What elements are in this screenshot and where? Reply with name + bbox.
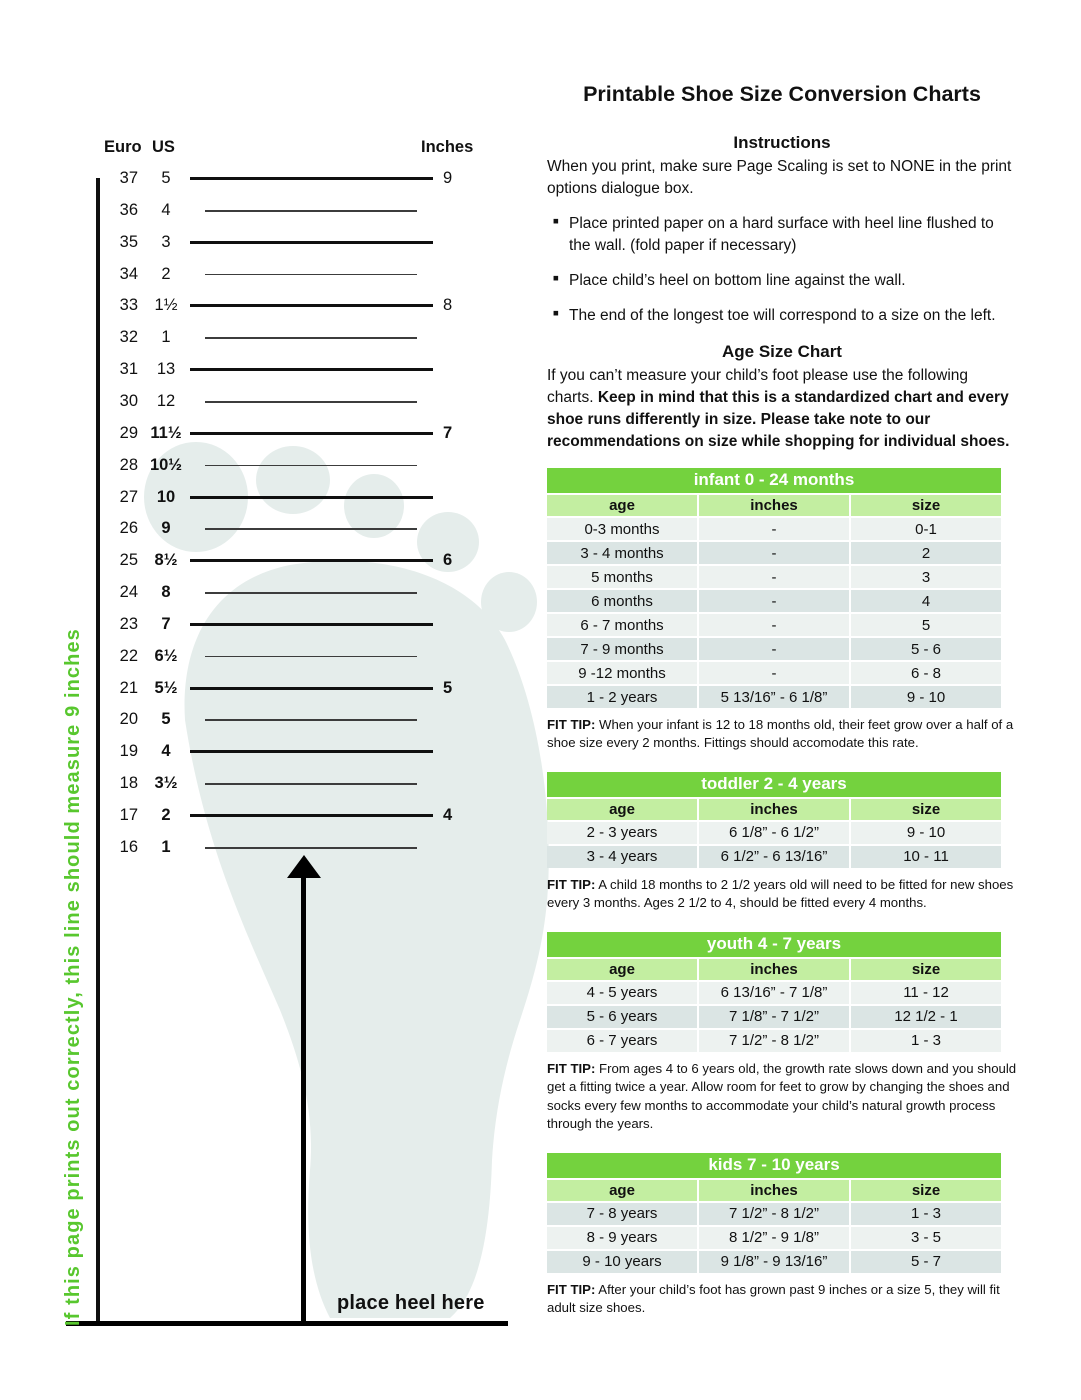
table-row: [547, 662, 1001, 684]
ruler-tick-line: [205, 401, 417, 403]
table-cell: 6 months: [547, 590, 697, 612]
ruler-row: [0, 516, 490, 540]
ruler-inches-header: Inches: [421, 138, 474, 156]
table-row: [547, 1006, 1001, 1028]
us-size-label: 5: [161, 710, 171, 729]
size-table-title: kids 7 - 10 years: [547, 1153, 1001, 1178]
table-row: [547, 614, 1001, 636]
size-table-title: youth 4 - 7 years: [547, 932, 1001, 957]
us-size-label: 7: [161, 614, 171, 633]
table-cell: 6 1/2” - 6 13/16”: [699, 846, 849, 868]
us-size-label: 2: [161, 264, 171, 283]
us-size-label: 12: [156, 391, 176, 410]
table-cell: 3 - 4 years: [547, 846, 697, 868]
euro-size-label: 21: [119, 678, 138, 697]
table-cell: 2: [851, 542, 1001, 564]
us-size-label: 8: [161, 583, 171, 602]
ruler-tick-line: [190, 750, 433, 753]
measure-note: If this page prints out correctly, this line should measure 9 inches: [62, 628, 84, 1326]
fit-tip: FIT TIP: A child 18 months to 2 1/2 years old will need to be fitted for new shoes every 3 months. Ages 2 1/2 to 4, should be fitted every 4 months.: [547, 876, 1014, 911]
table-cell: 6 - 8: [851, 662, 1001, 684]
table-cell: 9 - 10: [851, 686, 1001, 708]
table-cell: 6 1/8” - 6 1/2”: [699, 822, 849, 844]
ruler-tick-line: [205, 656, 417, 658]
us-size-label: 10: [156, 487, 176, 506]
size-table-title: toddler 2 - 4 years: [547, 772, 1001, 797]
bullet-square-icon: ■: [553, 273, 559, 284]
ruler-tick-line: [205, 783, 417, 785]
place-heel-label: place heel here: [337, 1292, 485, 1314]
size-table-column-header: inches: [699, 495, 849, 516]
size-table-column-header: size: [851, 799, 1001, 820]
fit-tip: FIT TIP: After your child’s foot has grown past 9 inches or a size 5, they will fit adult size shoes.: [547, 1281, 1000, 1316]
fit-tip-label: FIT TIP:: [547, 1060, 596, 1076]
euro-size-label: 20: [119, 710, 138, 729]
ruler-row: [0, 166, 490, 190]
ruler-row: [0, 293, 490, 317]
table-cell: 9 - 10: [851, 822, 1001, 844]
table-cell: 1 - 2 years: [547, 686, 697, 708]
ruler-tick-line: [190, 559, 433, 562]
fit-tip-label: FIT TIP:: [547, 876, 596, 892]
size-table-column-header: inches: [699, 959, 849, 980]
table-row: [547, 638, 1001, 660]
ruler-row: [0, 485, 490, 509]
us-size-label: 9: [161, 519, 171, 538]
ruler-row: [0, 389, 490, 413]
table-cell: 9 1/8” - 9 13/16”: [699, 1251, 849, 1273]
us-size-label: 4: [161, 200, 171, 219]
table-cell: 6 - 7 months: [547, 614, 697, 636]
table-cell: -: [699, 590, 849, 612]
table-cell: -: [699, 614, 849, 636]
ruler-row: [0, 262, 490, 286]
ruler-row: [0, 357, 490, 381]
table-row: [547, 982, 1001, 1004]
table-cell: 4 - 5 years: [547, 982, 697, 1004]
us-size-label: 3: [161, 232, 171, 251]
ruler-row: [0, 548, 490, 572]
ruler-tick-line: [205, 592, 417, 594]
euro-size-label: 30: [119, 391, 138, 410]
euro-size-label: 28: [119, 455, 138, 474]
table-cell: 5 - 6 years: [547, 1006, 697, 1028]
table-cell: 7 - 8 years: [547, 1203, 697, 1225]
table-row: [547, 566, 1001, 588]
ruler-tick-line: [205, 528, 417, 530]
up-arrow-line: [301, 876, 306, 1322]
fit-tip-label: FIT TIP:: [547, 1281, 596, 1297]
table-row: [547, 1030, 1001, 1052]
age-intro-normal: If you can’t measure your child’s foot please use the following charts.: [547, 367, 969, 406]
size-table-column-header: inches: [699, 799, 849, 820]
euro-size-label: 32: [119, 328, 138, 347]
us-size-label: 8½: [154, 551, 178, 570]
table-cell: 3: [851, 566, 1001, 588]
bullet-text: Place child’s heel on bottom line against the wall.: [569, 272, 906, 289]
size-table-column-header: size: [851, 959, 1001, 980]
size-table-column-header: size: [851, 495, 1001, 516]
table-cell: 8 1/2” - 9 1/8”: [699, 1227, 849, 1249]
table-cell: -: [699, 542, 849, 564]
heel-line: [66, 1321, 508, 1326]
table-cell: 5 - 7: [851, 1251, 1001, 1273]
table-cell: 2 - 3 years: [547, 822, 697, 844]
us-size-label: 6½: [154, 646, 178, 665]
size-table-title: infant 0 - 24 months: [547, 468, 1001, 493]
table-cell: 9 - 10 years: [547, 1251, 697, 1273]
size-table-column-header: size: [851, 1180, 1001, 1201]
us-size-label: 10½: [149, 455, 183, 474]
size-table: [545, 1151, 1003, 1275]
fit-tip: FIT TIP: From ages 4 to 6 years old, the growth rate slows down and you should get a fitting twice a year. Allow room for feet to grow by changing the shoes and socks every few months to accommodate your child’s natural growth process through the years.: [547, 1060, 1017, 1132]
table-cell: 4: [851, 590, 1001, 612]
ruler-tick-line: [190, 623, 433, 626]
size-table-column-header: age: [547, 1180, 697, 1201]
euro-size-label: 36: [119, 200, 138, 219]
table-row: [547, 822, 1001, 844]
ruler-tick-line: [205, 337, 417, 339]
ruler-tick-line: [190, 814, 433, 817]
table-row: [547, 686, 1001, 708]
inch-label: 8: [443, 296, 453, 315]
euro-size-label: 16: [119, 837, 138, 856]
inch-label: 7: [443, 423, 453, 442]
table-cell: 7 1/8” - 7 1/2”: [699, 1006, 849, 1028]
table-cell: 6 - 7 years: [547, 1030, 697, 1052]
euro-size-label: 18: [119, 774, 138, 793]
ruler-us-header: US: [152, 138, 175, 156]
age-size-chart-heading: Age Size Chart: [722, 342, 842, 361]
table-cell: -: [699, 662, 849, 684]
table-cell: -: [699, 518, 849, 540]
us-size-label: 5½: [154, 678, 178, 697]
bullet-item: [547, 305, 1017, 327]
bullet-text: Place printed paper on a hard surface with heel line flushed to the wall. (fold paper if necessary): [569, 215, 994, 254]
table-cell: 0-1: [851, 518, 1001, 540]
bullet-item: [547, 213, 1017, 257]
table-cell: -: [699, 638, 849, 660]
bullet-square-icon: ■: [553, 216, 559, 227]
instructions-intro: When you print, make sure Page Scaling is set to NONE in the print options dialogue box.: [547, 158, 1012, 197]
table-cell: 1 - 3: [851, 1030, 1001, 1052]
up-arrow-icon: [287, 855, 321, 878]
inch-label: 5: [443, 678, 453, 697]
size-table: [545, 930, 1003, 1054]
ruler-row: [0, 230, 490, 254]
inch-label: 6: [443, 551, 453, 570]
ruler-row: [0, 325, 490, 349]
us-size-label: 13: [156, 360, 176, 379]
ruler-tick-line: [205, 210, 417, 212]
table-cell: 8 - 9 years: [547, 1227, 697, 1249]
ruler-row: [0, 453, 490, 477]
size-table-column-header: age: [547, 495, 697, 516]
ruler-tick-line: [190, 304, 433, 307]
euro-size-label: 33: [119, 296, 138, 315]
euro-size-label: 27: [119, 487, 138, 506]
euro-size-label: 34: [119, 264, 138, 283]
euro-size-label: 19: [119, 742, 138, 761]
table-cell: 0-3 months: [547, 518, 697, 540]
ruler-row: [0, 198, 490, 222]
us-size-label: 1: [161, 328, 171, 347]
table-row: [547, 1203, 1001, 1225]
euro-size-label: 35: [119, 232, 138, 251]
right-column: [547, 82, 1017, 1335]
ruler-tick-line: [205, 465, 417, 467]
us-size-label: 2: [161, 806, 171, 824]
us-size-label: 11½: [150, 423, 182, 442]
bullet-text: The end of the longest toe will correspond to a size on the left.: [569, 307, 996, 324]
ruler-tick-line: [205, 847, 417, 849]
table-row: [547, 1227, 1001, 1249]
euro-size-label: 29: [119, 423, 138, 442]
ruler-tick-line: [190, 496, 433, 499]
table-row: [547, 846, 1001, 868]
ruler-tick-line: [190, 177, 433, 180]
table-row: [547, 542, 1001, 564]
euro-size-label: 26: [119, 519, 138, 538]
euro-size-label: 31: [119, 360, 138, 379]
size-table: [545, 770, 1003, 870]
table-cell: 11 - 12: [851, 982, 1001, 1004]
us-size-label: 1½: [154, 296, 178, 315]
instructions-heading: Instructions: [733, 133, 831, 152]
fit-tip: FIT TIP: When your infant is 12 to 18 months old, their feet grow over a half of a shoe size every 2 months. Fittings should accomodate this rate.: [547, 717, 1014, 751]
us-size-label: 1: [161, 837, 171, 856]
ruler-tick-line: [205, 719, 417, 721]
ruler-row: [0, 580, 490, 604]
instructions-bullet-list: [547, 213, 1017, 327]
ruler-euro-header: Euro: [104, 138, 142, 156]
table-cell: 6 13/16” - 7 1/8”: [699, 982, 849, 1004]
table-cell: -: [699, 566, 849, 588]
age-size-chart-intro: [547, 365, 1017, 453]
table-row: [547, 590, 1001, 612]
table-row: [547, 518, 1001, 540]
euro-size-label: 23: [119, 614, 138, 633]
table-cell: 7 1/2” - 8 1/2”: [699, 1030, 849, 1052]
euro-size-label: 37: [119, 169, 138, 187]
table-row: [547, 1251, 1001, 1273]
table-cell: 10 - 11: [851, 846, 1001, 868]
euro-size-label: 24: [119, 583, 138, 602]
table-cell: 7 1/2” - 8 1/2”: [699, 1203, 849, 1225]
table-cell: 5 months: [547, 566, 697, 588]
table-cell: 5: [851, 614, 1001, 636]
ruler-tick-line: [190, 432, 433, 435]
table-cell: 5 - 6: [851, 638, 1001, 660]
table-cell: 3 - 4 months: [547, 542, 697, 564]
size-table-column-header: age: [547, 959, 697, 980]
us-size-label: 3½: [154, 774, 178, 793]
ruler-row: [0, 421, 490, 445]
table-cell: 3 - 5: [851, 1227, 1001, 1249]
bullet-square-icon: ■: [553, 308, 559, 319]
ruler-tick-line: [190, 368, 433, 371]
inch-label: 4: [443, 806, 453, 824]
age-intro-bold: Keep in mind that this is a standardized chart and every shoe runs differently in size. Please take note to our recommendations on size while shopping for individual shoes.: [547, 389, 1010, 450]
euro-size-label: 17: [119, 806, 138, 824]
euro-size-label: 25: [119, 551, 138, 570]
table-cell: 1 - 3: [851, 1203, 1001, 1225]
ruler-tick-line: [205, 274, 417, 276]
inch-label: 9: [443, 169, 453, 187]
us-size-label: 5: [161, 169, 171, 187]
size-table: [545, 466, 1003, 710]
size-table-column-header: age: [547, 799, 697, 820]
tables-container: [547, 466, 1017, 1318]
table-cell: 9 -12 months: [547, 662, 697, 684]
ruler-tick-line: [190, 687, 433, 690]
size-table-column-header: inches: [699, 1180, 849, 1201]
table-cell: 12 1/2 - 1: [851, 1006, 1001, 1028]
bullet-item: [547, 270, 1017, 292]
us-size-label: 4: [161, 742, 171, 761]
euro-size-label: 22: [119, 646, 138, 665]
ruler-tick-line: [190, 241, 433, 244]
table-cell: 5 13/16” - 6 1/8”: [699, 686, 849, 708]
table-cell: 7 - 9 months: [547, 638, 697, 660]
fit-tip-label: FIT TIP:: [547, 717, 596, 732]
page-title: Printable Shoe Size Conversion Charts: [583, 82, 981, 106]
